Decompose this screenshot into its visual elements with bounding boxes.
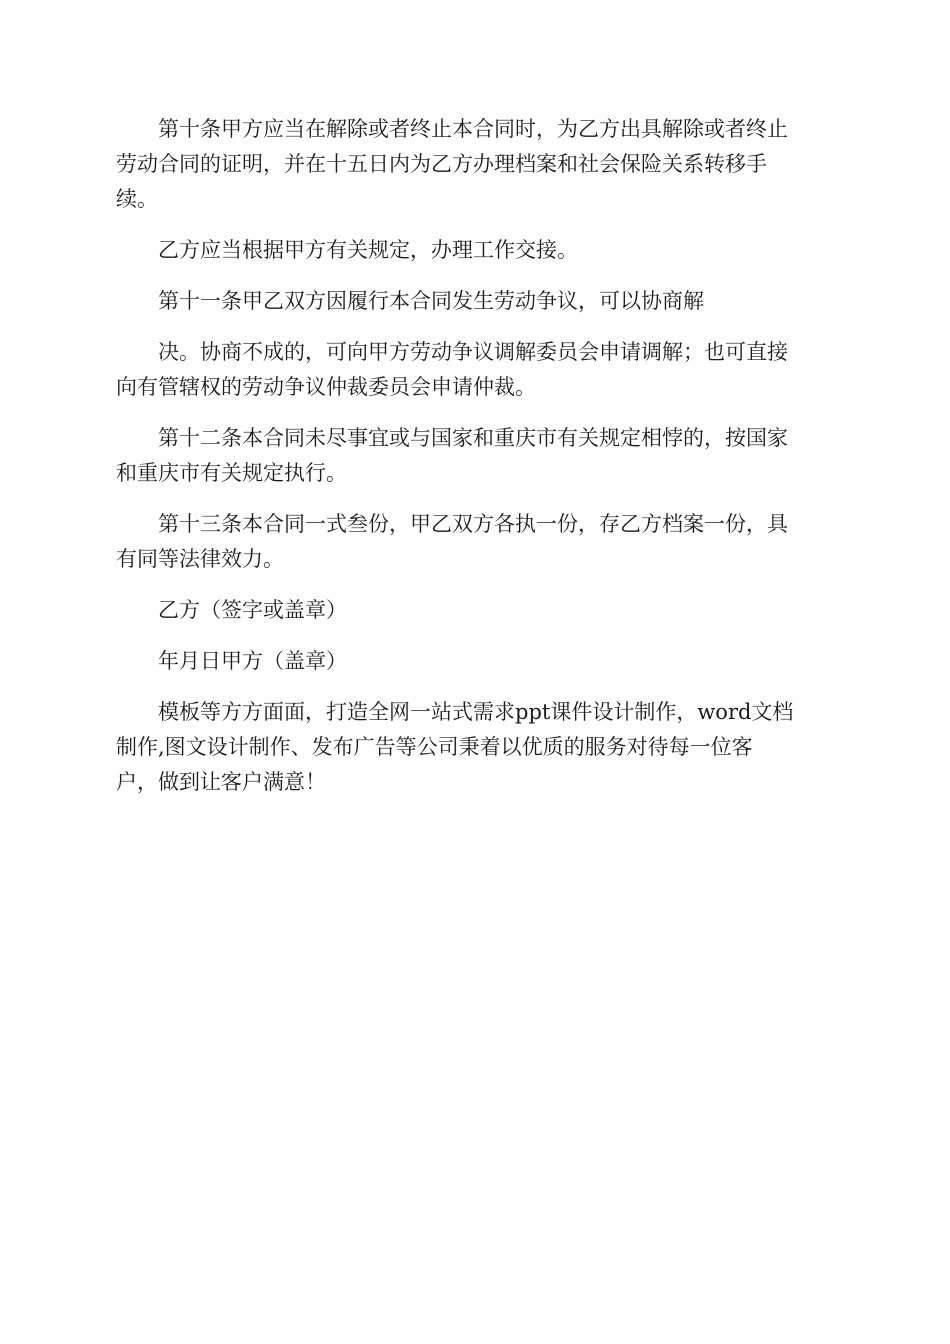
text-line: 向有管辖权的劳动争议仲裁委员会申请仲裁。 xyxy=(116,375,536,399)
paragraph-dispute-resolution xyxy=(116,335,832,405)
text-line: 乙方应当根据甲方有关规定，办理工作交接。 xyxy=(158,238,578,262)
paragraph-article-13 xyxy=(116,507,832,577)
text-line: 模板等方方面面，打造全网一站式需求ppt课件设计制作，word文档 xyxy=(158,700,794,724)
signature-party-a xyxy=(116,644,832,679)
text-line: 第十二条本合同未尽事宜或与国家和重庆市有关规定相悖的，按国家 xyxy=(158,426,788,450)
paragraph-handover xyxy=(116,233,832,268)
document-body xyxy=(116,112,832,816)
text-line: 第十三条本合同一式叁份，甲乙双方各执一份，存乙方档案一份，具 xyxy=(158,512,788,536)
text-line: 决。协商不成的，可向甲方劳动争议调解委员会申请调解；也可直接 xyxy=(158,340,788,364)
signature-party-b xyxy=(116,593,832,628)
text-line: 户，做到让客户满意！ xyxy=(116,770,326,794)
text-line: 续。 xyxy=(116,187,158,211)
text-line: 第十一条甲乙双方因履行本合同发生劳动争议，可以协商解 xyxy=(158,289,704,313)
text-line: 有同等法律效力。 xyxy=(116,547,284,571)
text-line: 年月日甲方（盖章） xyxy=(158,649,347,673)
text-line: 第十条甲方应当在解除或者终止本合同时，为乙方出具解除或者终止 xyxy=(158,117,788,141)
text-line: 乙方（签字或盖章） xyxy=(158,598,347,622)
paragraph-article-10 xyxy=(116,112,832,217)
text-line: 和重庆市有关规定执行。 xyxy=(116,461,347,485)
paragraph-article-11 xyxy=(116,284,832,319)
paragraph-article-12 xyxy=(116,421,832,491)
paragraph-promo xyxy=(116,695,832,800)
text-line: 劳动合同的证明，并在十五日内为乙方办理档案和社会保险关系转移手 xyxy=(116,152,767,176)
text-line: 制作,图文设计制作、发布广告等公司秉着以优质的服务对待每一位客 xyxy=(116,735,753,759)
